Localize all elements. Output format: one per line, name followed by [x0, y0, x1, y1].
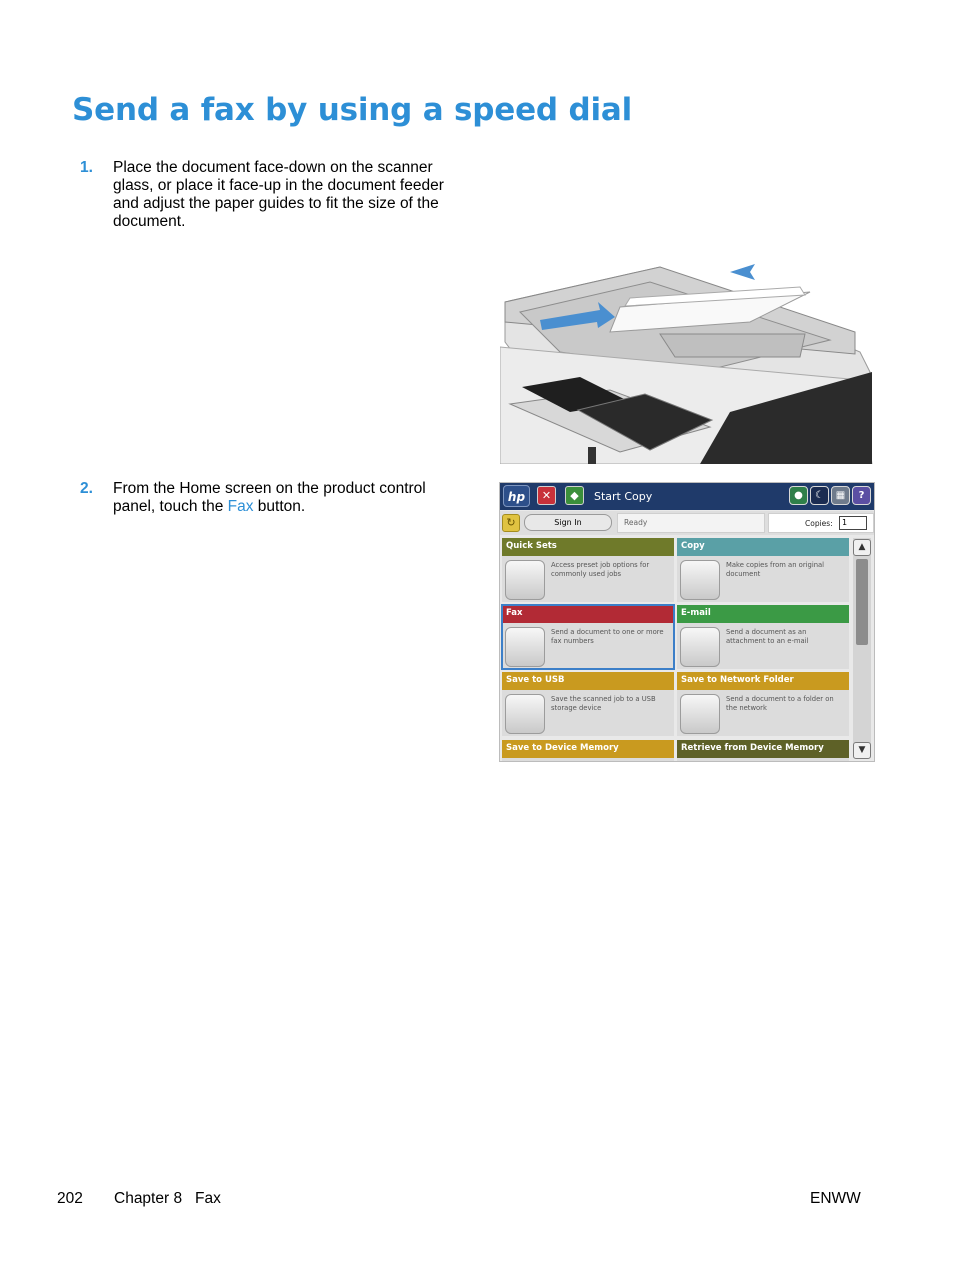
scroll-up-button[interactable] — [853, 539, 871, 556]
hp-logo[interactable]: hp — [503, 485, 530, 507]
tile-email[interactable] — [677, 605, 849, 669]
scrollbar-thumb[interactable] — [856, 559, 868, 645]
network-button[interactable] — [831, 486, 850, 505]
stop-button[interactable] — [537, 486, 556, 505]
status-text: Ready — [617, 513, 765, 533]
help-icon: ? — [858, 490, 865, 501]
start-button[interactable] — [565, 486, 584, 505]
scroll-down-button[interactable] — [853, 742, 871, 759]
tile-description: Save the scanned job to a USB storage device — [551, 695, 656, 712]
tile-save-to-usb[interactable] — [502, 672, 674, 736]
page-title: Send a fax by using a speed dial — [72, 92, 633, 128]
step-number: 2. — [80, 480, 93, 497]
printer-illustration — [500, 262, 875, 464]
step-text-after: button. — [253, 498, 306, 515]
refresh-icon: ↻ — [506, 516, 516, 529]
footer-chapter: Chapter 8 Fax — [114, 1190, 221, 1207]
control-panel-screen — [499, 482, 875, 762]
tile-title: Copy — [677, 538, 849, 556]
tile-description: Access preset job options for commonly used jobs — [551, 561, 650, 578]
tile-title: Fax — [502, 605, 674, 623]
moon-icon: ☾ — [815, 490, 824, 501]
start-copy-label[interactable]: Start Copy — [594, 490, 653, 503]
status-bar — [500, 511, 875, 535]
tile-description: Send a document to one or more fax numbers — [551, 628, 664, 645]
step-number: 1. — [80, 159, 93, 176]
fax-link[interactable]: Fax — [227, 498, 254, 515]
tile-title: Save to Network Folder — [677, 672, 849, 690]
tile-title: Save to USB — [502, 672, 674, 690]
globe-icon: ● — [794, 490, 803, 501]
step-text-before: From the Home screen on the product control panel, touch the — [113, 480, 426, 515]
folder-icon — [680, 694, 720, 734]
tile-description: Make copies from an original document — [726, 561, 825, 578]
tile-copy[interactable] — [677, 538, 849, 602]
tile-save-to-device-memory[interactable] — [502, 740, 674, 762]
language-button[interactable] — [789, 486, 808, 505]
arrow-icon — [730, 264, 755, 280]
tile-title: Save to Device Memory — [502, 740, 674, 758]
quick-sets-icon — [505, 560, 545, 600]
tile-quick-sets[interactable] — [502, 538, 674, 602]
chevron-up-icon: ▲ — [858, 542, 866, 552]
sign-in-button[interactable]: Sign In — [524, 514, 612, 531]
help-button[interactable] — [852, 486, 871, 505]
tile-save-to-network-folder[interactable] — [677, 672, 849, 736]
step-text — [113, 480, 448, 516]
copy-icon — [680, 560, 720, 600]
tile-title: Retrieve from Device Memory — [677, 740, 849, 758]
copies-label: Copies: — [805, 519, 833, 528]
chevron-down-icon: ▼ — [858, 745, 866, 755]
step-text: Place the document face-down on the scanner glass, or place it face-up in the document feeder and adjust the paper guides to fit the size of the document. — [113, 159, 444, 230]
tile-title: Quick Sets — [502, 538, 674, 556]
tile-fax[interactable] — [502, 605, 674, 669]
footer-page-number: 202 — [57, 1190, 83, 1207]
copies-input[interactable]: 1 — [839, 516, 867, 530]
sleep-button[interactable] — [810, 486, 829, 505]
stop-icon: ✕ — [541, 489, 552, 502]
panel-top-bar — [500, 483, 875, 510]
start-icon: ◆ — [570, 489, 579, 502]
network-icon: ▦ — [835, 490, 846, 501]
tile-description: Send a document to a folder on the network — [726, 695, 834, 712]
usb-icon — [505, 694, 545, 734]
tile-title: E-mail — [677, 605, 849, 623]
fax-icon — [505, 627, 545, 667]
tile-description: Send a document as an attachment to an e-mail — [726, 628, 809, 645]
refresh-button[interactable] — [502, 514, 520, 532]
footer-right: ENWW — [810, 1190, 861, 1207]
envelope-icon — [680, 627, 720, 667]
copies-field — [768, 513, 874, 533]
tile-retrieve-from-device-memory[interactable] — [677, 740, 849, 762]
